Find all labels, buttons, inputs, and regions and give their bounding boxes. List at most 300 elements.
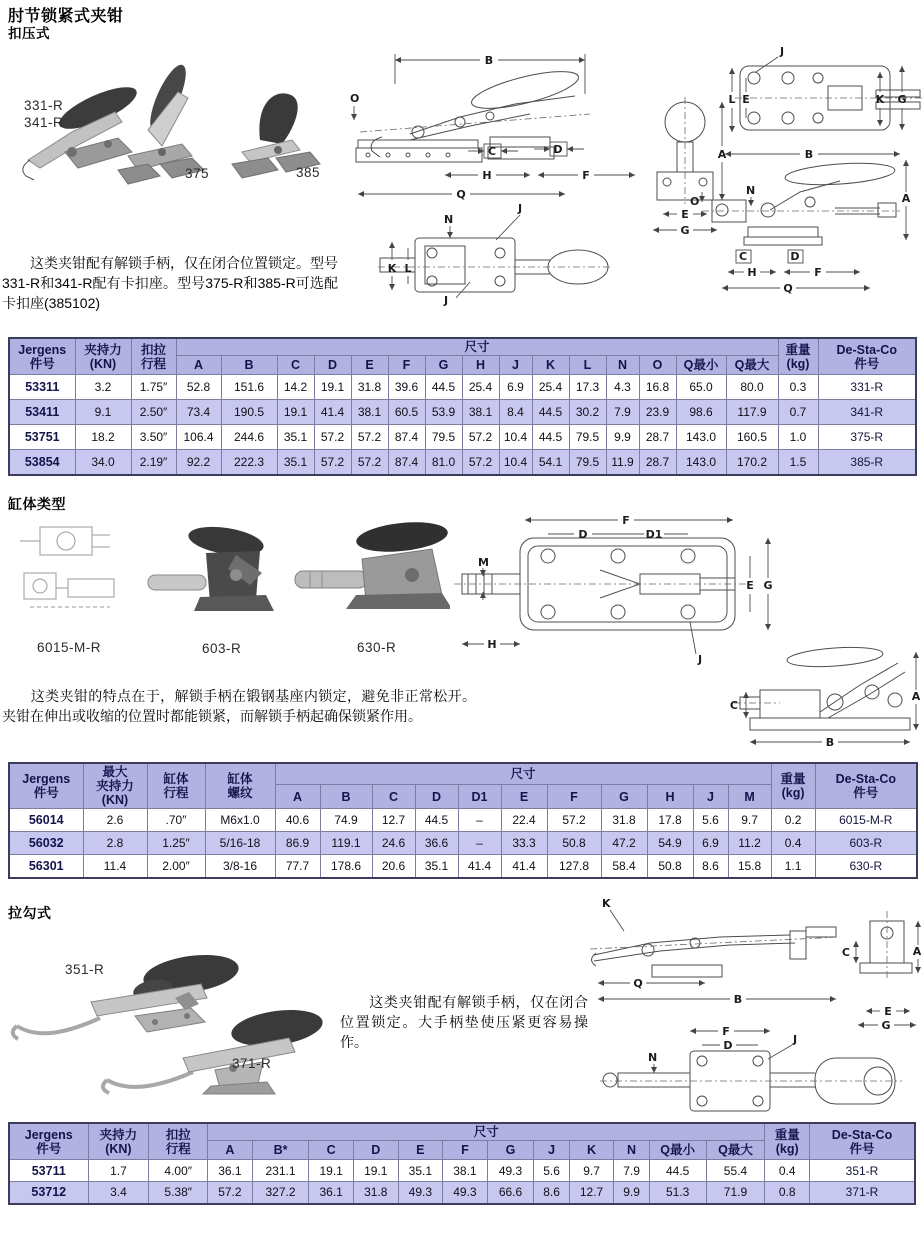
column-header: Q最小 [676,356,726,375]
spec-value-cell: 6.9 [693,832,728,855]
spec-value-cell: 44.5 [415,809,458,832]
column-header: 扣拉 行程 [149,1123,208,1160]
spec-value-cell: 7.9 [614,1160,649,1182]
spec-value-cell: 0.4 [765,1160,810,1182]
spec-value-cell: 9.9 [614,1182,649,1204]
column-header: Jergens 件号 [9,338,75,375]
cylinder-description: 这类夹钳的特点在于，解锁手柄在锻钢基座内锁定，避免非正常松开。夹钳在伸出或收缩的位置时都能锁紧，而解锁手柄起确保锁紧作用。 [2,688,476,724]
spec-value-cell: 57.2 [314,425,351,450]
dim-label: D [723,1039,733,1052]
spec-value-cell: 57.2 [351,425,388,450]
column-header: B [320,785,372,809]
column-header: 夹持力 (KN) [75,338,131,375]
dim-label: H [482,169,492,182]
dim-label: C [738,250,748,263]
spec-value-cell: 79.5 [569,425,606,450]
spec-value-cell: 14.2 [277,375,314,400]
column-header: D [314,356,351,375]
spec-value-cell: M6x1.0 [205,809,275,832]
dim-label: E [681,208,689,221]
page-title: 肘节锁紧式夹钳 [8,8,124,25]
hook-top-view [600,1025,902,1111]
photo-label-331r-341r [24,97,63,131]
dim-label: Q [633,977,643,990]
cylinder-dimension-diagram [450,500,924,752]
column-header: D1 [458,785,501,809]
spec-value-cell: 1.0 [778,425,818,450]
spec-value-cell: 71.9 [706,1182,765,1204]
column-header: L [569,356,606,375]
spec-value-cell: 44.5 [532,425,569,450]
column-header: H [462,356,499,375]
spec-value-cell: 19.1 [314,375,351,400]
spec-value-cell: 79.5 [569,450,606,475]
spec-value-cell: 38.1 [462,400,499,425]
dim-label: C [487,145,497,158]
spec-value-cell: 9.7 [569,1160,614,1182]
dim-label: D [790,250,800,263]
dim-label: E [742,93,750,106]
photo-clamp-630 [295,518,450,609]
destaco-part-cell: 630-R [815,855,917,878]
latch-description: 这类夹钳配有解锁手柄，仅在闭合位置锁定。型号331-R和341-R配有卡扣座。型号375-R和385-R可选配卡扣座(385102) [2,255,338,311]
spec-value-cell: 53.9 [425,400,462,425]
spec-value-cell: 0.2 [771,809,815,832]
dim-label: D1 [645,528,663,541]
spec-value-cell: 190.5 [221,400,277,425]
spec-value-cell: 49.3 [443,1182,488,1204]
dim-label: A [717,148,727,161]
column-header: 重量 (kg) [778,338,818,375]
spec-value-cell: 51.3 [649,1182,706,1204]
spec-value-cell: 41.4 [458,855,501,878]
spec-value-cell: 5/16-18 [205,832,275,855]
spec-value-cell: 3.2 [75,375,131,400]
column-header: M [728,785,771,809]
column-header: B* [252,1141,309,1160]
spec-value-cell: 18.2 [75,425,131,450]
spec-value-cell: 3.4 [88,1182,149,1204]
spec-value-cell: 57.2 [351,450,388,475]
spec-value-cell: 58.4 [601,855,647,878]
spec-value-cell: 8.6 [693,855,728,878]
part-number-cell: 56301 [9,855,83,878]
spec-value-cell: 38.1 [443,1160,488,1182]
spec-value-cell: 28.7 [639,450,676,475]
photo-label-603: 603-R [202,641,242,656]
spec-value-cell: 106.4 [176,425,221,450]
spec-value-cell: 8.4 [499,400,532,425]
spec-value-cell: 127.8 [547,855,601,878]
spec-value-cell: 35.1 [415,855,458,878]
spec-value-cell: 49.3 [398,1182,443,1204]
dim-label: L [404,262,412,275]
column-header: 缸体 行程 [147,763,205,809]
column-header: E [501,785,547,809]
dim-label: D [578,528,588,541]
part-number-cell: 53711 [9,1160,88,1182]
spec-value-cell: 1.1 [771,855,815,878]
dim-label: J [698,653,703,666]
hook-dimension-diagram [590,893,924,1125]
dim-label: A [912,945,922,958]
spec-value-cell: 2.8 [83,832,147,855]
spec-value-cell: 17.3 [569,375,606,400]
spec-value-cell: 35.1 [277,450,314,475]
spec-value-cell: 73.4 [176,400,221,425]
spec-value-cell: 4.00″ [149,1160,208,1182]
dim-label: N [746,184,756,197]
spec-value-cell: 57.2 [314,450,351,475]
dim-label: E [884,1005,892,1018]
spec-value-cell: 24.6 [372,832,415,855]
spec-value-cell: 41.4 [314,400,351,425]
photo-label-385: 385 [296,165,321,180]
destaco-part-cell: 375-R [818,425,916,450]
column-header: J [499,356,532,375]
photo-label-371: 371-R [232,1056,272,1071]
column-header: A [176,356,221,375]
spec-value-cell: 20.6 [372,855,415,878]
photo-label-331r: 331-R [24,98,64,113]
spec-value-cell: 5.6 [693,809,728,832]
latch-product-photos [10,60,340,260]
part-number-cell: 53751 [9,425,75,450]
part-number-cell: 56032 [9,832,83,855]
column-header: De-Sta-Co 件号 [818,338,916,375]
dim-label: A [911,690,921,703]
spec-value-cell: 5.6 [534,1160,569,1182]
spec-value-cell: 15.8 [728,855,771,878]
spec-value-cell: 30.2 [569,400,606,425]
spec-value-cell: 2.00″ [147,855,205,878]
spec-value-cell: 231.1 [252,1160,309,1182]
hook-product-photos [5,930,335,1095]
spec-value-cell: 222.3 [221,450,277,475]
destaco-part-cell: 6015-M-R [815,809,917,832]
spec-value-cell: 57.2 [462,425,499,450]
spec-value-cell: 2.19″ [131,450,176,475]
spec-value-cell: 119.1 [320,832,372,855]
column-header: C [372,785,415,809]
dim-label: H [747,266,757,279]
dim-label: K [602,897,611,910]
section-latch-heading: 扣压式 [8,26,50,41]
hook-front-view [842,911,922,1032]
spec-value-cell: – [458,809,501,832]
spec-value-cell: 6.9 [499,375,532,400]
spec-value-cell: 36.1 [309,1182,354,1204]
photo-label-630: 630-R [357,640,397,655]
spec-value-cell: 47.2 [601,832,647,855]
spec-value-cell: 39.6 [388,375,425,400]
column-header: O [639,356,676,375]
dim-label: Q [456,188,466,201]
spec-value-cell: 244.6 [221,425,277,450]
column-header: F [388,356,425,375]
spec-value-cell: 31.8 [351,375,388,400]
spec-value-cell: 16.8 [639,375,676,400]
latch-top-view-2 [378,202,610,307]
spec-value-cell: 19.1 [353,1160,398,1182]
spec-value-cell: 3.50″ [131,425,176,450]
photo-clamp-351 [13,949,241,1039]
cylinder-product-photos [10,515,450,637]
spec-value-cell: 17.8 [647,809,693,832]
column-header: 最大 夹持力 (KN) [83,763,147,809]
spec-value-cell: 143.0 [676,450,726,475]
cylinder-top-view [454,514,773,666]
dim-label: A [901,192,911,205]
part-number-cell: 53712 [9,1182,88,1204]
spec-value-cell: 49.3 [487,1160,534,1182]
spec-value-cell: 0.4 [771,832,815,855]
spec-value-cell: 35.1 [277,425,314,450]
spec-value-cell: 44.5 [425,375,462,400]
dim-label: N [444,213,454,226]
spec-value-cell: 327.2 [252,1182,309,1204]
dim-label: G [881,1019,891,1032]
column-header: G [425,356,462,375]
spec-value-cell: 0.8 [765,1182,810,1204]
spec-value-cell: 9.7 [728,809,771,832]
column-header: De-Sta-Co 件号 [815,763,917,809]
column-header: 重量 (kg) [771,763,815,809]
destaco-part-cell: 371-R [810,1182,915,1204]
dim-label: H [487,638,497,651]
dim-label: E [746,579,754,592]
dim-label: D [553,143,563,156]
dim-label: N [648,1051,658,1064]
spec-value-cell: 79.5 [425,425,462,450]
dim-label: B [825,736,835,749]
photo-schematic-6015 [20,527,114,607]
spec-value-cell: 44.5 [532,400,569,425]
latch-spec-table [8,337,917,476]
spec-value-cell: 3/8-16 [205,855,275,878]
dim-label: K [875,93,885,106]
spec-value-cell: 28.7 [639,425,676,450]
dim-label: J [444,294,449,307]
latch-front-view [653,97,727,237]
spec-value-cell: 38.1 [351,400,388,425]
column-header: Q最小 [649,1141,706,1160]
spec-value-cell: 57.2 [462,450,499,475]
spec-value-cell: 12.7 [372,809,415,832]
photo-label-375: 375 [185,166,210,181]
column-header: J [693,785,728,809]
spec-value-cell: 10.4 [499,450,532,475]
dim-label: G [763,579,773,592]
column-header: 尺寸 [208,1123,765,1141]
dim-label: F [814,266,822,279]
part-number-cell: 53411 [9,400,75,425]
column-header: E [398,1141,443,1160]
spec-value-cell: 12.7 [569,1182,614,1204]
spec-value-cell: 1.7 [88,1160,149,1182]
spec-value-cell: 35.1 [398,1160,443,1182]
dim-label: J [793,1033,798,1046]
column-header: D [353,1141,398,1160]
column-header: A [275,785,320,809]
hook-description: 这类夹钳配有解锁手柄，仅在闭合位置锁定。大手柄垫使压紧更容易操作。 [340,994,588,1050]
spec-value-cell: 9.1 [75,400,131,425]
spec-value-cell: 2.50″ [131,400,176,425]
spec-value-cell: 87.4 [388,425,425,450]
column-header: Jergens 件号 [9,763,83,809]
dim-label: B [733,993,743,1006]
spec-value-cell: 19.1 [309,1160,354,1182]
destaco-part-cell: 331-R [818,375,916,400]
spec-value-cell: 143.0 [676,425,726,450]
destaco-part-cell: 385-R [818,450,916,475]
column-header: E [351,356,388,375]
spec-value-cell: 9.9 [606,425,639,450]
spec-value-cell: 98.6 [676,400,726,425]
dim-label: F [622,514,630,527]
spec-value-cell: 50.8 [647,855,693,878]
spec-value-cell: 57.2 [208,1182,253,1204]
spec-value-cell: 11.9 [606,450,639,475]
spec-value-cell: 0.3 [778,375,818,400]
column-header: B [221,356,277,375]
spec-value-cell: 36.6 [415,832,458,855]
column-header: Q最大 [726,356,778,375]
column-header: F [547,785,601,809]
spec-value-cell: 25.4 [462,375,499,400]
section-cylinder-heading: 缸体类型 [8,496,66,512]
column-header: 扣拉 行程 [131,338,176,375]
spec-value-cell: 117.9 [726,400,778,425]
spec-value-cell: 4.3 [606,375,639,400]
dim-label: C [729,699,738,712]
column-header: C [277,356,314,375]
dim-label: L [728,93,736,106]
latch-side-view-2 [690,148,911,295]
spec-value-cell: 31.8 [601,809,647,832]
spec-value-cell: 41.4 [501,855,547,878]
photo-label-6015: 6015-M-R [37,640,102,655]
spec-value-cell: 77.7 [275,855,320,878]
column-header: G [601,785,647,809]
spec-value-cell: 1.5 [778,450,818,475]
dim-label: B [804,148,814,161]
spec-value-cell: 36.1 [208,1160,253,1182]
destaco-part-cell: 603-R [815,832,917,855]
column-header: Q最大 [706,1141,765,1160]
spec-value-cell: 1.25″ [147,832,205,855]
column-header: C [309,1141,354,1160]
part-number-cell: 53311 [9,375,75,400]
column-header: N [606,356,639,375]
column-header: A [208,1141,253,1160]
hook-side-view [590,897,840,1006]
spec-value-cell: 10.4 [499,425,532,450]
column-header: 缸体 螺纹 [205,763,275,809]
spec-value-cell: 80.0 [726,375,778,400]
spec-value-cell: 23.9 [639,400,676,425]
dim-label: G [897,93,907,106]
destaco-part-cell: 351-R [810,1160,915,1182]
dim-label: J [518,202,523,215]
part-number-cell: 56014 [9,809,83,832]
dim-label: O [690,195,700,208]
column-header: 尺寸 [176,338,778,356]
column-header: K [569,1141,614,1160]
spec-value-cell: 0.7 [778,400,818,425]
hook-spec-table [8,1122,916,1205]
dim-label: M [478,556,489,569]
spec-value-cell: 25.4 [532,375,569,400]
column-header: 夹持力 (KN) [88,1123,149,1160]
spec-value-cell: .70″ [147,809,205,832]
dim-label: J [780,45,785,58]
spec-value-cell: 170.2 [726,450,778,475]
spec-value-cell: 66.6 [487,1182,534,1204]
spec-value-cell: 44.5 [649,1160,706,1182]
spec-value-cell: 92.2 [176,450,221,475]
column-header: F [443,1141,488,1160]
spec-value-cell: 8.6 [534,1182,569,1204]
dim-label: B [484,54,494,67]
column-header: D [415,785,458,809]
spec-value-cell: 1.75″ [131,375,176,400]
spec-value-cell: 11.2 [728,832,771,855]
spec-value-cell: 74.9 [320,809,372,832]
photo-label-341r: 341-R [24,115,64,130]
spec-value-cell: 52.8 [176,375,221,400]
dim-label: Q [783,282,793,295]
spec-value-cell: 65.0 [676,375,726,400]
spec-value-cell: 55.4 [706,1160,765,1182]
cylinder-side-view [730,645,921,749]
spec-value-cell: 22.4 [501,809,547,832]
latch-dimension-diagram [340,42,924,334]
latch-top-view [728,45,922,132]
spec-value-cell: 34.0 [75,450,131,475]
spec-value-cell: 5.38″ [149,1182,208,1204]
dim-label: C [841,946,850,959]
column-header: G [487,1141,534,1160]
column-header: H [647,785,693,809]
spec-value-cell: 11.4 [83,855,147,878]
photo-clamp-603 [148,522,274,611]
dim-label: K [387,262,397,275]
column-header: 重量 (kg) [765,1123,810,1160]
latch-side-view [350,54,635,201]
column-header: 尺寸 [275,763,771,785]
column-header: N [614,1141,649,1160]
spec-value-cell: 81.0 [425,450,462,475]
spec-value-cell: 50.8 [547,832,601,855]
spec-value-cell: 19.1 [277,400,314,425]
column-header: K [532,356,569,375]
dim-label: F [582,169,590,182]
spec-value-cell: 87.4 [388,450,425,475]
spec-value-cell: 160.5 [726,425,778,450]
spec-value-cell: 31.8 [353,1182,398,1204]
dim-label: F [722,1025,730,1038]
column-header: Jergens 件号 [9,1123,88,1160]
spec-value-cell: 2.6 [83,809,147,832]
spec-value-cell: – [458,832,501,855]
spec-value-cell: 54.9 [647,832,693,855]
dim-label: G [680,224,690,237]
part-number-cell: 53854 [9,450,75,475]
spec-value-cell: 178.6 [320,855,372,878]
column-header: J [534,1141,569,1160]
spec-value-cell: 60.5 [388,400,425,425]
